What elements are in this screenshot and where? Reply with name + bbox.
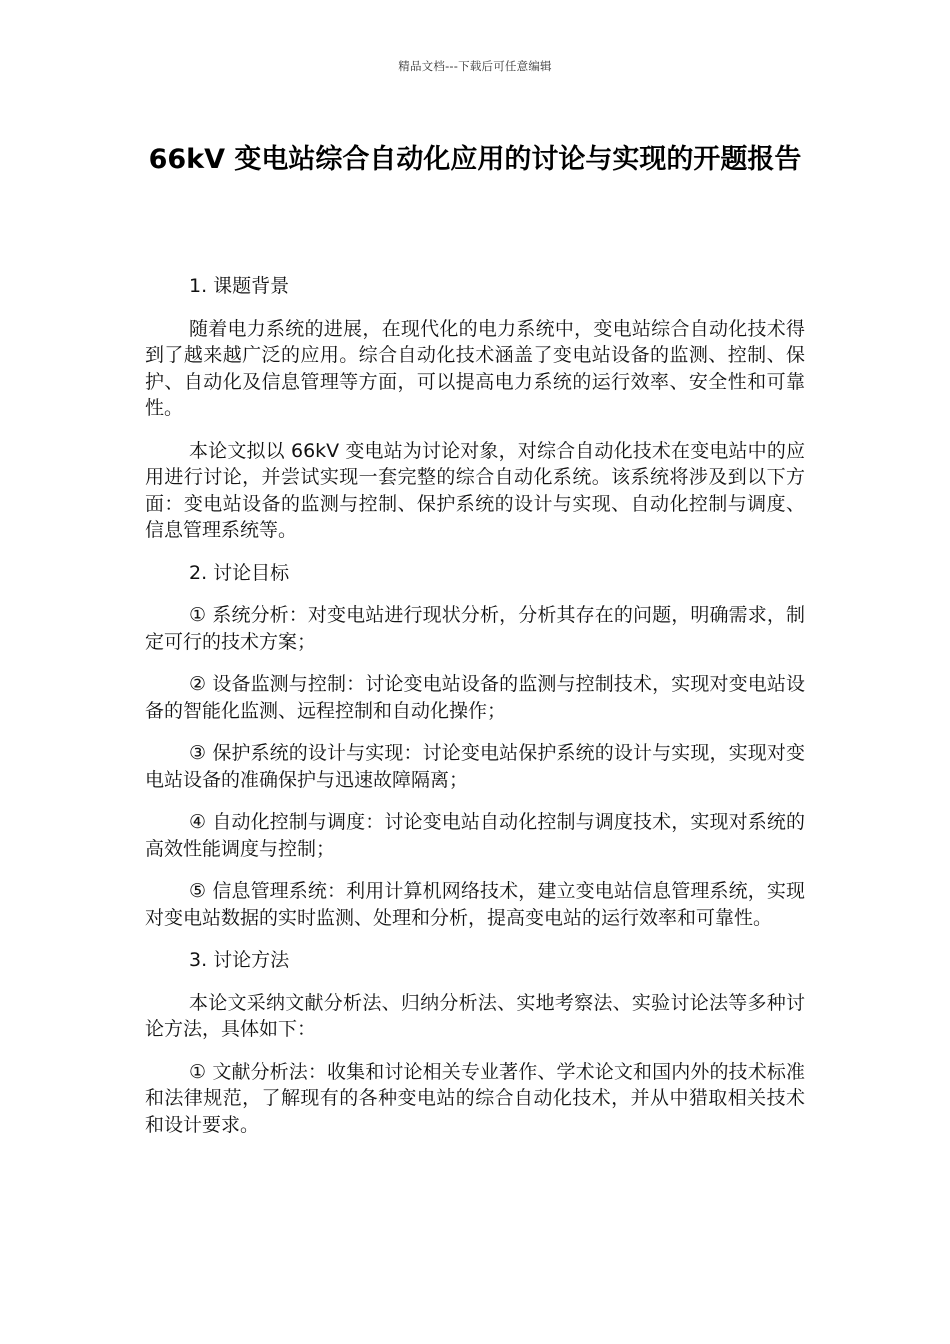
- section-heading-background: 1. 课题背景: [189, 275, 290, 297]
- paragraph: 本论文拟以 66kV 变电站为讨论对象，对综合自动化技术在变电站中的应用进行讨论，并尝试实现一套完整的综合自动化系统。该系统将涉及到以下方面：变电站设备的监测与控制、保护系统的设计与实现、自动化控制与调度、信息管理系统等。: [145, 439, 805, 541]
- paragraph: 本论文采纳文献分析法、归纳分析法、实地考察法、实验讨论法等多种讨论方法，具体如下：: [145, 991, 805, 1040]
- section-heading-methods: 3. 讨论方法: [189, 949, 290, 971]
- list-item: ① 系统分析：对变电站进行现状分析，分析其存在的问题，明确需求，制定可行的技术方案；: [145, 604, 805, 653]
- list-item: ① 文献分析法：收集和讨论相关专业著作、学术论文和国内外的技术标准和法律规范，了解现有的各种变电站的综合自动化技术，并从中猎取相关技术和设计要求。: [145, 1060, 805, 1136]
- paragraph: 随着电力系统的进展，在现代化的电力系统中，变电站综合自动化技术得到了越来越广泛的应用。综合自动化技术涵盖了变电站设备的监测、控制、保护、自动化及信息管理等方面，可以提高电力系统的运行效率、安全性和可靠性。: [145, 317, 805, 419]
- list-item: ④ 自动化控制与调度：讨论变电站自动化控制与调度技术，实现对系统的高效性能调度与控制；: [145, 811, 805, 860]
- header-note: 精品文档---下载后可任意编辑: [398, 59, 552, 73]
- list-item: ⑤ 信息管理系统：利用计算机网络技术，建立变电站信息管理系统，实现对变电站数据的实时监测、处理和分析，提高变电站的运行效率和可靠性。: [145, 880, 805, 929]
- document-body: [145, 273, 805, 1154]
- list-item: ③ 保护系统的设计与实现：讨论变电站保护系统的设计与实现，实现对变电站设备的准确保护与迅速故障隔离；: [145, 742, 805, 791]
- document-title: 66kV 变电站综合自动化应用的讨论与实现的开题报告: [148, 144, 802, 175]
- list-item: ② 设备监测与控制：讨论变电站设备的监测与控制技术，实现对变电站设备的智能化监测、远程控制和自动化操作；: [145, 673, 805, 722]
- section-heading-goals: 2. 讨论目标: [189, 561, 290, 584]
